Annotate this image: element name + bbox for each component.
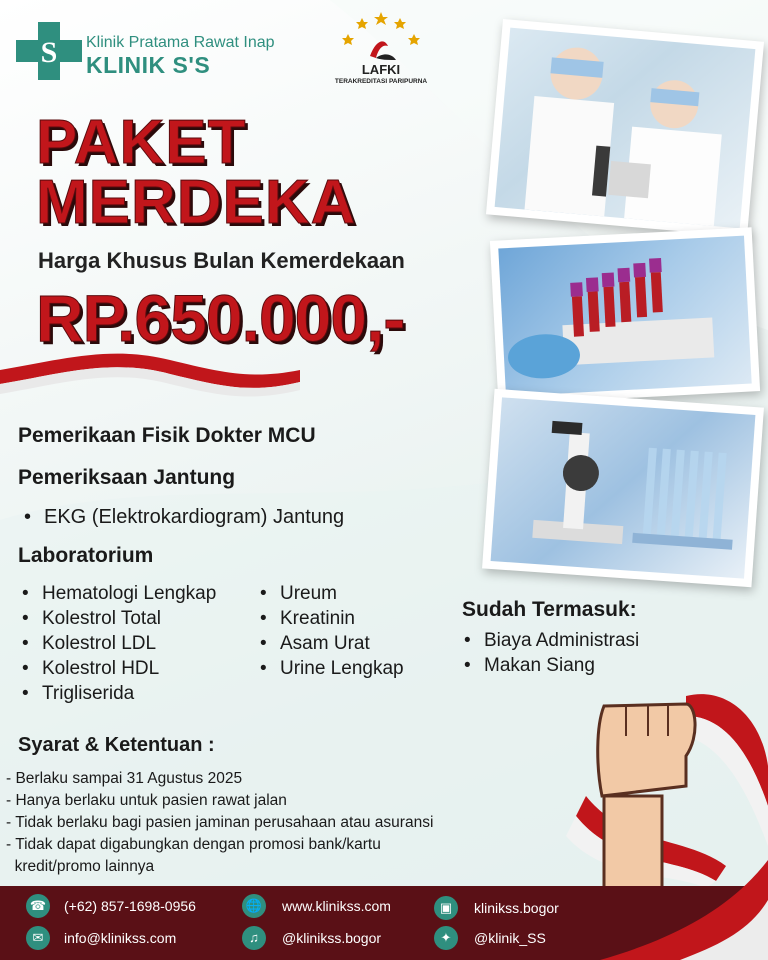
lab-item: • Kolestrol Total xyxy=(22,608,161,630)
lab-heading: Laboratorium xyxy=(18,544,154,567)
lab-item: • Trigliserida xyxy=(22,683,134,705)
lab-item: • Urine Lengkap xyxy=(260,658,404,680)
lab-item: • Kolestrol LDL xyxy=(22,633,156,655)
globe-icon: 🌐 xyxy=(242,894,266,918)
clinic-subtitle: Klinik Pratama Rawat Inap xyxy=(86,34,275,51)
promo-title-line2: MERDEKA xyxy=(36,168,357,237)
contact-phone[interactable]: (+62) 857-1698-0956 xyxy=(64,898,196,914)
terms-item: - Tidak dapat digabungkan dengan promosi bank/kartu xyxy=(6,836,381,853)
photo-blood-tubes xyxy=(490,227,760,404)
clinic-name: KLINIK S'S xyxy=(86,52,211,78)
lab-item: • Kolestrol HDL xyxy=(22,658,159,680)
contact-tiktok[interactable]: @klinikss.bogor xyxy=(282,930,382,946)
promo-title-line1: PAKET xyxy=(36,108,247,177)
terms-item: kredit/promo lainnya xyxy=(6,858,155,875)
contact-twitter[interactable]: @klinik_SS xyxy=(474,930,546,946)
terms-item: - Berlaku sampai 31 Agustus 2025 xyxy=(6,770,243,787)
bird-icon: ✦ xyxy=(434,926,458,950)
mail-icon: ✉ xyxy=(26,926,50,950)
included-item: • Makan Siang xyxy=(464,655,595,677)
promo-subtitle: Harga Khusus Bulan Kemerdekaan xyxy=(38,248,405,273)
ribbon-decoration xyxy=(0,350,310,410)
instagram-icon: ▣ xyxy=(434,896,458,920)
photo-microscope xyxy=(482,389,764,587)
music-note-icon: ♫ xyxy=(242,926,266,950)
lab-item: • Ureum xyxy=(260,583,337,605)
lab-item: • Hematologi Lengkap xyxy=(22,583,216,605)
contact-website[interactable]: www.klinikss.com xyxy=(282,898,391,914)
svg-text:S: S xyxy=(40,36,58,69)
terms-item: - Hanya berlaku untuk pasien rawat jalan xyxy=(6,792,287,809)
clinic-logo xyxy=(16,22,82,80)
heart-exam-heading: Pemeriksaan Jantung xyxy=(18,466,236,489)
lab-item: • Asam Urat xyxy=(260,633,370,655)
phone-icon: ☎ xyxy=(26,894,50,918)
heart-item: • EKG (Elektrokardiogram) Jantung xyxy=(24,506,344,529)
footer-flag-corner xyxy=(560,860,768,960)
photo-lab-researchers xyxy=(486,19,764,237)
included-item: • Biaya Administrasi xyxy=(464,630,639,652)
included-heading: Sudah Termasuk: xyxy=(462,598,637,621)
accreditor-status: TERAKREDITASI PARIPURNA xyxy=(334,78,428,85)
contact-instagram[interactable]: klinikss.bogor xyxy=(474,900,559,916)
physical-exam-heading: Pemerikaan Fisik Dokter MCU xyxy=(18,424,316,447)
terms-item: - Tidak berlaku bagi pasien jaminan perusahaan atau asuransi xyxy=(6,814,434,831)
promo-price: RP.650.000,- xyxy=(36,281,405,355)
terms-heading: Syarat & Ketentuan : xyxy=(18,734,215,756)
accreditor-name: LAFKI xyxy=(361,62,401,77)
fist-flag-illustration xyxy=(536,676,768,888)
contact-email[interactable]: info@klinikss.com xyxy=(64,930,177,946)
lab-item: • Kreatinin xyxy=(260,608,355,630)
